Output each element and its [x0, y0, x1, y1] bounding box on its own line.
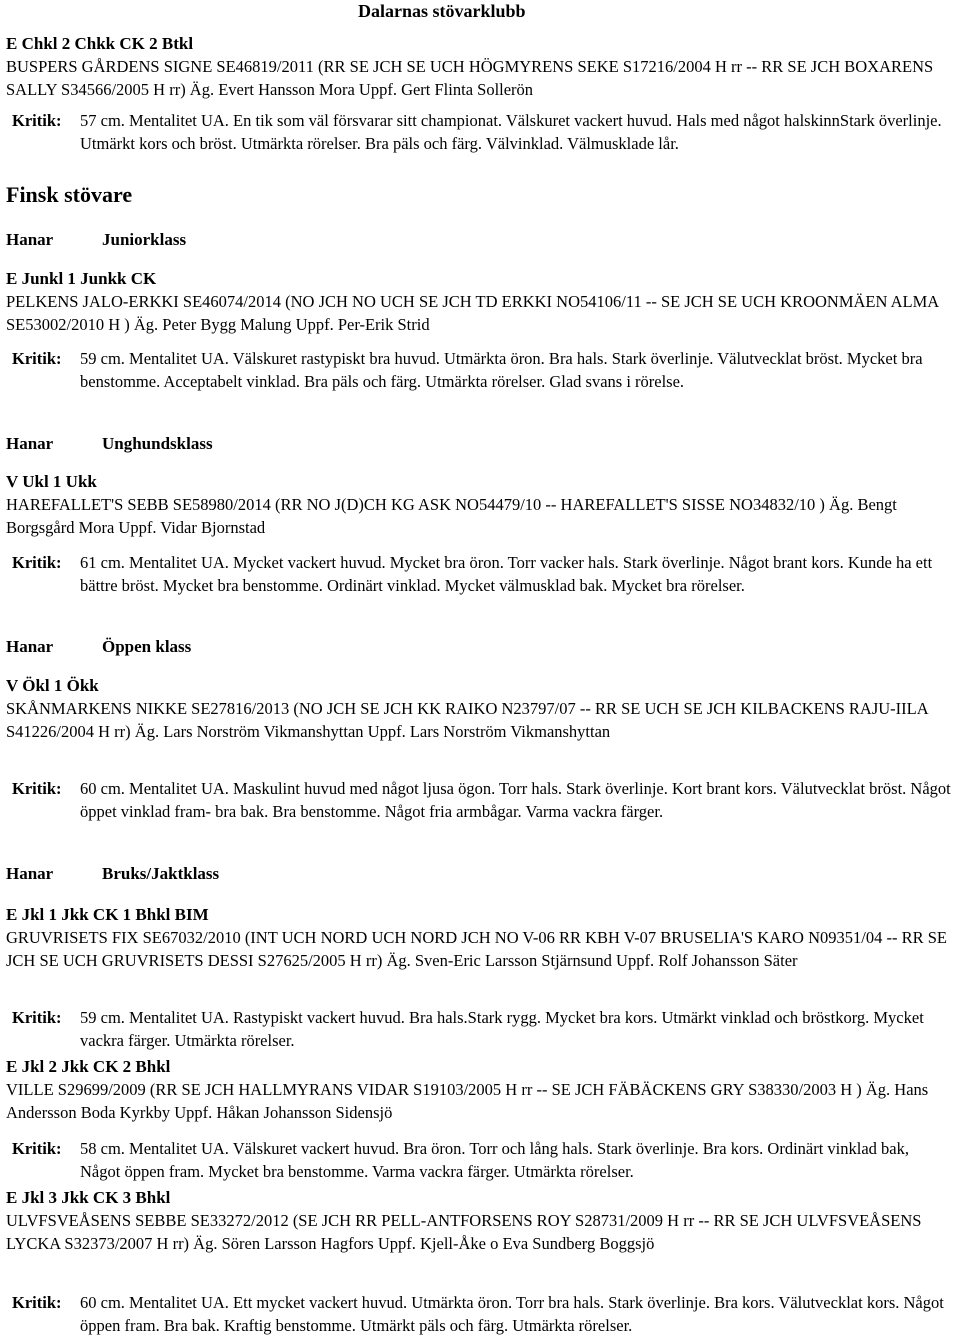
- entry-result: E Jkl 1 Jkk CK 1 Bhkl BIM: [6, 905, 209, 924]
- kritik-label: Kritik:: [12, 349, 62, 368]
- entry-dog-info: PELKENS JALO-ERKKI SE46074/2014 (NO JCH NO UCH SE JCH TD ERKKI NO54106/11 -- SE JCH SE UCH KROONMÄEN ALMA SE53002/2010 H ) Äg. Peter Bygg Malung Uppf. Per-Erik Strid: [6, 292, 939, 334]
- entry-dog-info: SKÅNMARKENS NIKKE SE27816/2013 (NO JCH SE JCH KK RAIKO N23797/07 -- RR SE UCH SE JCH KILBACKENS RAJU-IILA S41226/2004 H rr) Äg. Lars Norström Vikmanshyttan Uppf. Lars Norström Vikmanshyttan: [6, 699, 928, 741]
- kritik-text: 60 cm. Mentalitet UA. Maskulint huvud med något ljusa ögon. Torr hals. Stark överlinje. Kort brant kors. Välutvecklat bröst. Något öppet vinklad fram- bra bak. Bra benstomme. Något fria armbågar. Varma vackra färger.: [80, 779, 951, 821]
- kritik-text: 57 cm. Mentalitet UA. En tik som väl försvarar sitt championat. Välskuret vackert huvud. Hals med något halskinnStark överlinje. Utmärkt kors och bröst. Utmärkta rörelser. Bra päls och färg. Välvinklad. Välmusklade lår.: [80, 111, 942, 153]
- entry-dog-info: BUSPERS GÅRDENS SIGNE SE46819/2011 (RR SE JCH SE UCH HÖGMYRENS SEKE S17216/2004 H rr -- RR SE JCH BOXARENS SALLY S34566/2005 H rr) Äg. Evert Hansson Mora Uppf. Gert Flinta Sollerön: [6, 57, 934, 99]
- entry-result: E Chkl 2 Chkk CK 2 Btkl: [6, 34, 194, 53]
- entry-dog-info: VILLE S29699/2009 (RR SE JCH HALLMYRANS VIDAR S19103/2005 H rr -- SE JCH FÄBÄCKENS GRY S38330/2003 H ) Äg. Hans Andersson Boda Kyrkby Uppf. Håkan Johansson Sidensjö: [6, 1080, 929, 1122]
- class-sex: Hanar: [6, 637, 54, 656]
- kritik-text: 59 cm. Mentalitet UA. Välskuret rastypiskt bra huvud. Utmärkta öron. Bra hals. Stark överlinje. Välutvecklat bröst. Mycket bra benstomme. Acceptabelt vinklad. Bra päls och färg. Utmärkta rörelser. Glad svans i rörelse.: [80, 349, 923, 391]
- kritik-label: Kritik:: [12, 111, 62, 130]
- entry-kritik: [12, 551, 952, 597]
- entry-result: V Ökl 1 Ökk: [6, 676, 99, 695]
- kritik-label: Kritik:: [12, 779, 62, 798]
- breed-heading: Finsk stövare: [6, 182, 133, 207]
- entry-dog-info: ULVFSVEÅSENS SEBBE SE33272/2012 (SE JCH RR PELL-ANTFORSENS ROY S28731/2009 H rr -- RR SE JCH ULVFSVEÅSENS LYCKA S32373/2007 H rr) Äg. Sören Larsson Hagfors Uppf. Kjell-Åke o Eva Sundberg Boggsjö: [6, 1211, 922, 1253]
- class-name: Juniorklass: [102, 230, 187, 249]
- entry-dog-info: GRUVRISETS FIX SE67032/2010 (INT UCH NORD UCH NORD JCH NO V-06 RR KBH V-07 BRUSELIA'S KARO N09351/04 -- RR SE JCH SE UCH GRUVRISETS DESSI S27625/2005 H rr) Äg. Sven-Eric Larsson Stjärnsund Uppf. Rolf Johansson Säter: [6, 928, 947, 970]
- entry-result: E Jkl 2 Jkk CK 2 Bhkl: [6, 1057, 171, 1076]
- kritik-label: Kritik:: [12, 1293, 62, 1312]
- kritik-label: Kritik:: [12, 1008, 62, 1027]
- entry-result: E Jkl 3 Jkk CK 3 Bhkl: [6, 1188, 171, 1207]
- entry-kritik: [12, 347, 952, 393]
- kritik-text: 61 cm. Mentalitet UA. Mycket vackert huvud. Mycket bra öron. Torr vacker hals. Stark överlinje. Något brant kors. Kunde ha ett bättre bröst. Mycket bra benstomme. Ordinärt vinklad. Mycket välmusklad bak. Mycket bra rörelser.: [80, 553, 933, 595]
- class-name: Bruks/Jaktklass: [102, 864, 220, 883]
- club-title: Dalarnas stövarklubb: [358, 1, 526, 21]
- entry-kritik: [12, 1137, 952, 1183]
- entry-result: E Junkl 1 Junkk CK: [6, 269, 157, 288]
- class-sex: Hanar: [6, 230, 54, 249]
- kritik-label: Kritik:: [12, 1139, 62, 1158]
- class-name: Öppen klass: [102, 637, 192, 656]
- class-name: Unghundsklass: [102, 434, 213, 453]
- entry-kritik: [12, 777, 952, 823]
- kritik-text: 60 cm. Mentalitet UA. Ett mycket vackert huvud. Utmärkta öron. Torr bra hals. Stark överlinje. Bra kors. Välutvecklat kors. Något öppen fram. Bra bak. Kraftig benstomme. Utmärkt päls och färg. Utmärkta rörelser.: [80, 1293, 944, 1335]
- entry-result: V Ukl 1 Ukk: [6, 472, 97, 491]
- class-sex: Hanar: [6, 864, 54, 883]
- class-sex: Hanar: [6, 434, 54, 453]
- kritik-text: 59 cm. Mentalitet UA. Rastypiskt vackert huvud. Bra hals.Stark rygg. Mycket bra kors. Utmärkt vinklad och bröstkorg. Mycket vackra färger. Utmärkta rörelser.: [80, 1008, 924, 1050]
- entry-kritik: [12, 109, 952, 155]
- entry-kritik: [12, 1291, 952, 1337]
- kritik-text: 58 cm. Mentalitet UA. Välskuret vackert huvud. Bra öron. Torr och lång hals. Stark överlinje. Bra kors. Ordinärt vinklad bak, Något öppen fram. Mycket bra benstomme. Varma vackra färger. Utmärkta rörelser.: [80, 1139, 909, 1181]
- kritik-label: Kritik:: [12, 553, 62, 572]
- entry-dog-info: HAREFALLET'S SEBB SE58980/2014 (RR NO J(D)CH KG ASK NO54479/10 -- HAREFALLET'S SISSE NO34832/10 ) Äg. Bengt Borgsgård Mora Uppf. Vidar Bjornstad: [6, 495, 897, 537]
- entry-kritik: [12, 1006, 952, 1052]
